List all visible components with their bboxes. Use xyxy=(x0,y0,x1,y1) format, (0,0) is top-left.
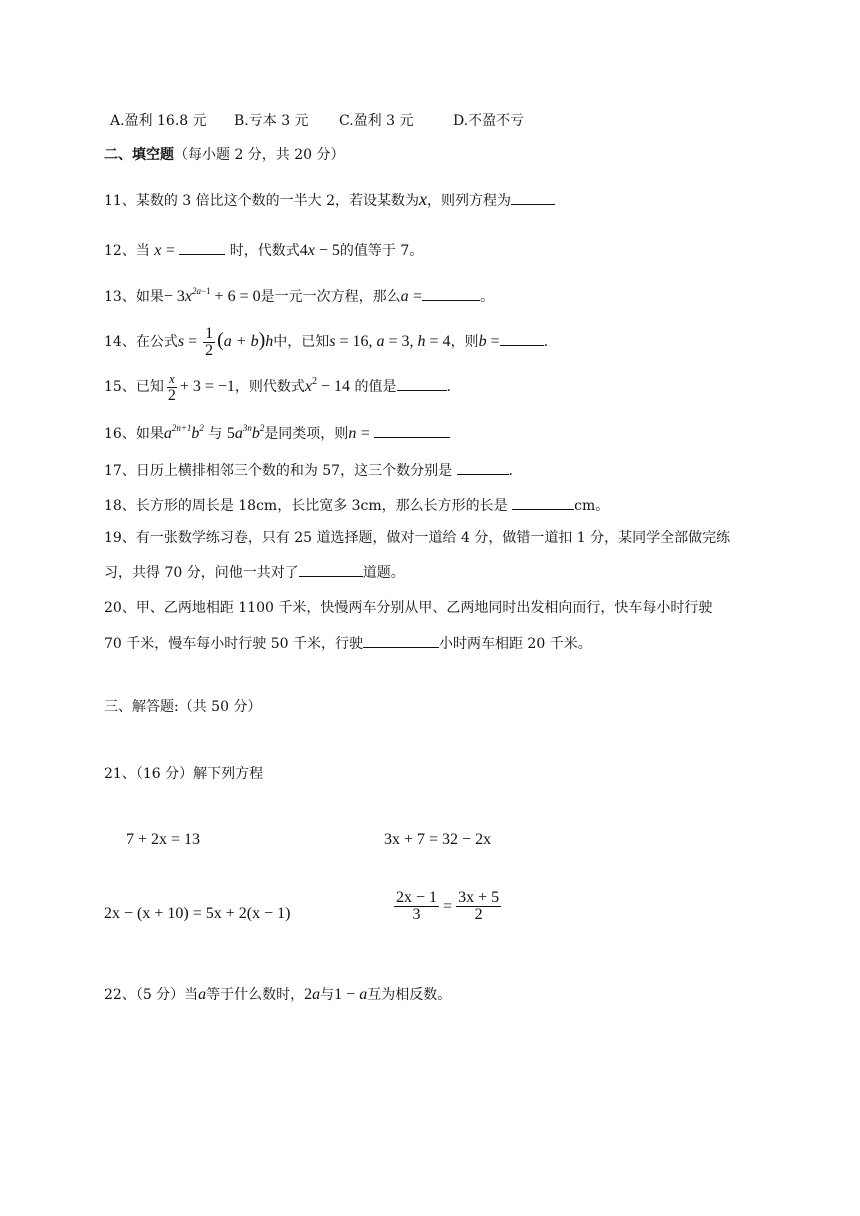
equation-4-right-numerator: 3x + 5 xyxy=(458,889,500,906)
q12-expression: 4x − 5 xyxy=(299,242,340,259)
q16-answer-blank[interactable] xyxy=(374,423,450,438)
q17-text: 17、日历上横排相邻三个数的和为 57，这三个数分别是 xyxy=(104,463,453,479)
q12-text-mid: 时，代数式 xyxy=(229,243,300,259)
q11-text-post: ，则列方程为 xyxy=(426,193,511,209)
section-2-heading xyxy=(104,145,345,165)
q13-equals: = xyxy=(413,288,423,305)
q14-formula: s = $\frac{1}{2}$ (a + b)h xyxy=(177,324,274,359)
q22-variable: a xyxy=(198,986,207,1003)
question-22 xyxy=(104,985,451,1005)
section-2-note: （每小题 2 分，共 20 分） xyxy=(174,147,345,163)
question-14 xyxy=(104,323,548,359)
equation-4-left-numerator: 2x − 1 xyxy=(396,889,438,906)
q22-text-mid: 等于什么数时， xyxy=(206,987,305,1003)
question-15 xyxy=(104,370,451,404)
question-21: 21、（16 分）解下列方程 xyxy=(104,766,264,782)
q13-answer-blank[interactable] xyxy=(422,286,480,301)
equation-4 xyxy=(392,890,503,923)
q12-text-post: 的值等于 7。 xyxy=(339,243,424,259)
q18-text: 18、长方形的周长是 18cm，长比宽多 3cm，那么长方形的长是 xyxy=(104,498,508,514)
q15-answer-blank[interactable] xyxy=(397,376,447,391)
equation-4-right-fraction xyxy=(456,890,501,923)
q14-text-post: . xyxy=(543,334,549,350)
q15-equation: + 3 = −1 xyxy=(179,378,235,395)
q16-text: 16、如果 xyxy=(104,426,164,442)
q13-variable: a xyxy=(400,288,409,305)
q16-text-mid: 与 xyxy=(208,426,223,442)
q20-answer-blank[interactable] xyxy=(363,633,439,648)
q15-text-post: 的值是 xyxy=(354,379,397,395)
q16-variable: n xyxy=(348,425,357,442)
question-12 xyxy=(104,240,423,261)
q16-equals: = xyxy=(360,425,370,442)
q13-text: 13、如果 xyxy=(104,289,164,305)
q22-text: 22、（5 分）当 xyxy=(104,987,199,1003)
q18-unit: cm。 xyxy=(574,498,610,514)
q12-text: 12、当 xyxy=(104,243,150,259)
option-b: B.亏本 3 元 xyxy=(234,113,309,129)
q14-text-mid: 中，已知 xyxy=(273,334,330,350)
equation-1: 7 + 2x = 13 xyxy=(126,831,201,848)
q22-expression-2: 1 − a xyxy=(334,986,368,1003)
q14-text-mid2: ，则 xyxy=(450,334,479,350)
question-20-line-2 xyxy=(104,633,592,654)
q15-fraction: $\frac{x}{2}$ xyxy=(167,370,176,404)
section-3-heading: 三、解答题:（共 50 分） xyxy=(104,699,262,715)
q14-fraction-half: $\frac{1}{2}$ xyxy=(205,324,214,359)
q22-expression-1: 2a xyxy=(304,986,321,1003)
question-13 xyxy=(104,286,494,307)
q16-text-mid2: 是同类项，则 xyxy=(264,426,349,442)
q14-text: 14、在公式 xyxy=(104,334,178,350)
equation-3: 2x − (x + 10) = 5x + 2(x − 1) xyxy=(104,905,291,922)
question-17 xyxy=(104,460,513,481)
q16-term-1: $a^{2n+1}b^2$ xyxy=(163,423,204,442)
q13-text-post: 。 xyxy=(480,289,495,305)
q16-term-2: $5a^{3n}b^2$ xyxy=(226,423,265,442)
q13-text-mid: 是一元一次方程，那么 xyxy=(260,289,401,305)
q12-answer-blank[interactable] xyxy=(179,240,225,255)
q15-text-mid: ，则代数式 xyxy=(234,379,305,395)
equation-4-right-denominator: 2 xyxy=(474,906,483,923)
q22-text-mid2: 与 xyxy=(320,987,335,1003)
equation-4-left-denominator: 3 xyxy=(412,906,421,923)
q14-equals: = xyxy=(486,333,500,350)
question-16 xyxy=(104,423,450,444)
q11-answer-blank[interactable] xyxy=(511,190,555,205)
option-c: C.盈利 3 元 xyxy=(339,113,414,129)
q19-text: 习，共得 70 分，问他一共对了 xyxy=(104,565,299,581)
q19-answer-blank[interactable] xyxy=(299,562,363,577)
q12-equals: = xyxy=(165,242,175,259)
q14-answer-blank[interactable] xyxy=(500,331,544,346)
q17-text-end: . xyxy=(508,463,513,479)
q13-equation: − $3x^{2a-1} + 6 = 0$ xyxy=(163,286,261,305)
q20-text-post: 小时两车相距 20 千米。 xyxy=(438,636,592,652)
q18-answer-blank[interactable] xyxy=(512,495,574,510)
q22-text-post: 互为相反数。 xyxy=(367,987,452,1003)
q15-expression: $x^2 - 14$ xyxy=(304,376,351,395)
q15-text-end: . xyxy=(446,379,451,395)
q19-text-post: 道题。 xyxy=(362,565,405,581)
question-19-line-1: 19、有一张数学练习卷，只有 25 道选择题，做对一道给 4 分，做错一道扣 1 分，某同学全部做完练 xyxy=(104,530,731,546)
q14-variable: b xyxy=(478,333,487,350)
option-d: D.不盈不亏 xyxy=(453,113,525,129)
question-18 xyxy=(104,495,609,516)
q11-text: 11、某数的 3 倍比这个数的一半大 2，若设某数为 xyxy=(104,193,419,209)
q15-text: 15、已知 xyxy=(104,379,164,395)
q17-answer-blank[interactable] xyxy=(457,460,509,475)
q20-text: 70 千米，慢车每小时行驶 50 千米，行驶 xyxy=(104,636,363,652)
q14-givens: s = 16, a = 3, h = 4 xyxy=(329,333,451,350)
equation-4-equals: = xyxy=(443,897,453,915)
question-20-line-1: 20、甲、乙两地相距 1100 千米，快慢两车分别从甲、乙两地同时出发相向而行，快车每小时行驶 xyxy=(104,600,713,616)
question-11 xyxy=(104,189,555,211)
section-2-title: 二、填空题 xyxy=(104,147,174,163)
question-19-line-2 xyxy=(104,562,405,583)
option-a: A.盈利 16.8 元 xyxy=(110,113,207,129)
equation-2: 3x + 7 = 32 − 2x xyxy=(384,831,492,848)
equation-4-left-fraction xyxy=(394,890,439,923)
q12-variable: x xyxy=(154,242,162,259)
q11-variable: x xyxy=(418,189,427,209)
